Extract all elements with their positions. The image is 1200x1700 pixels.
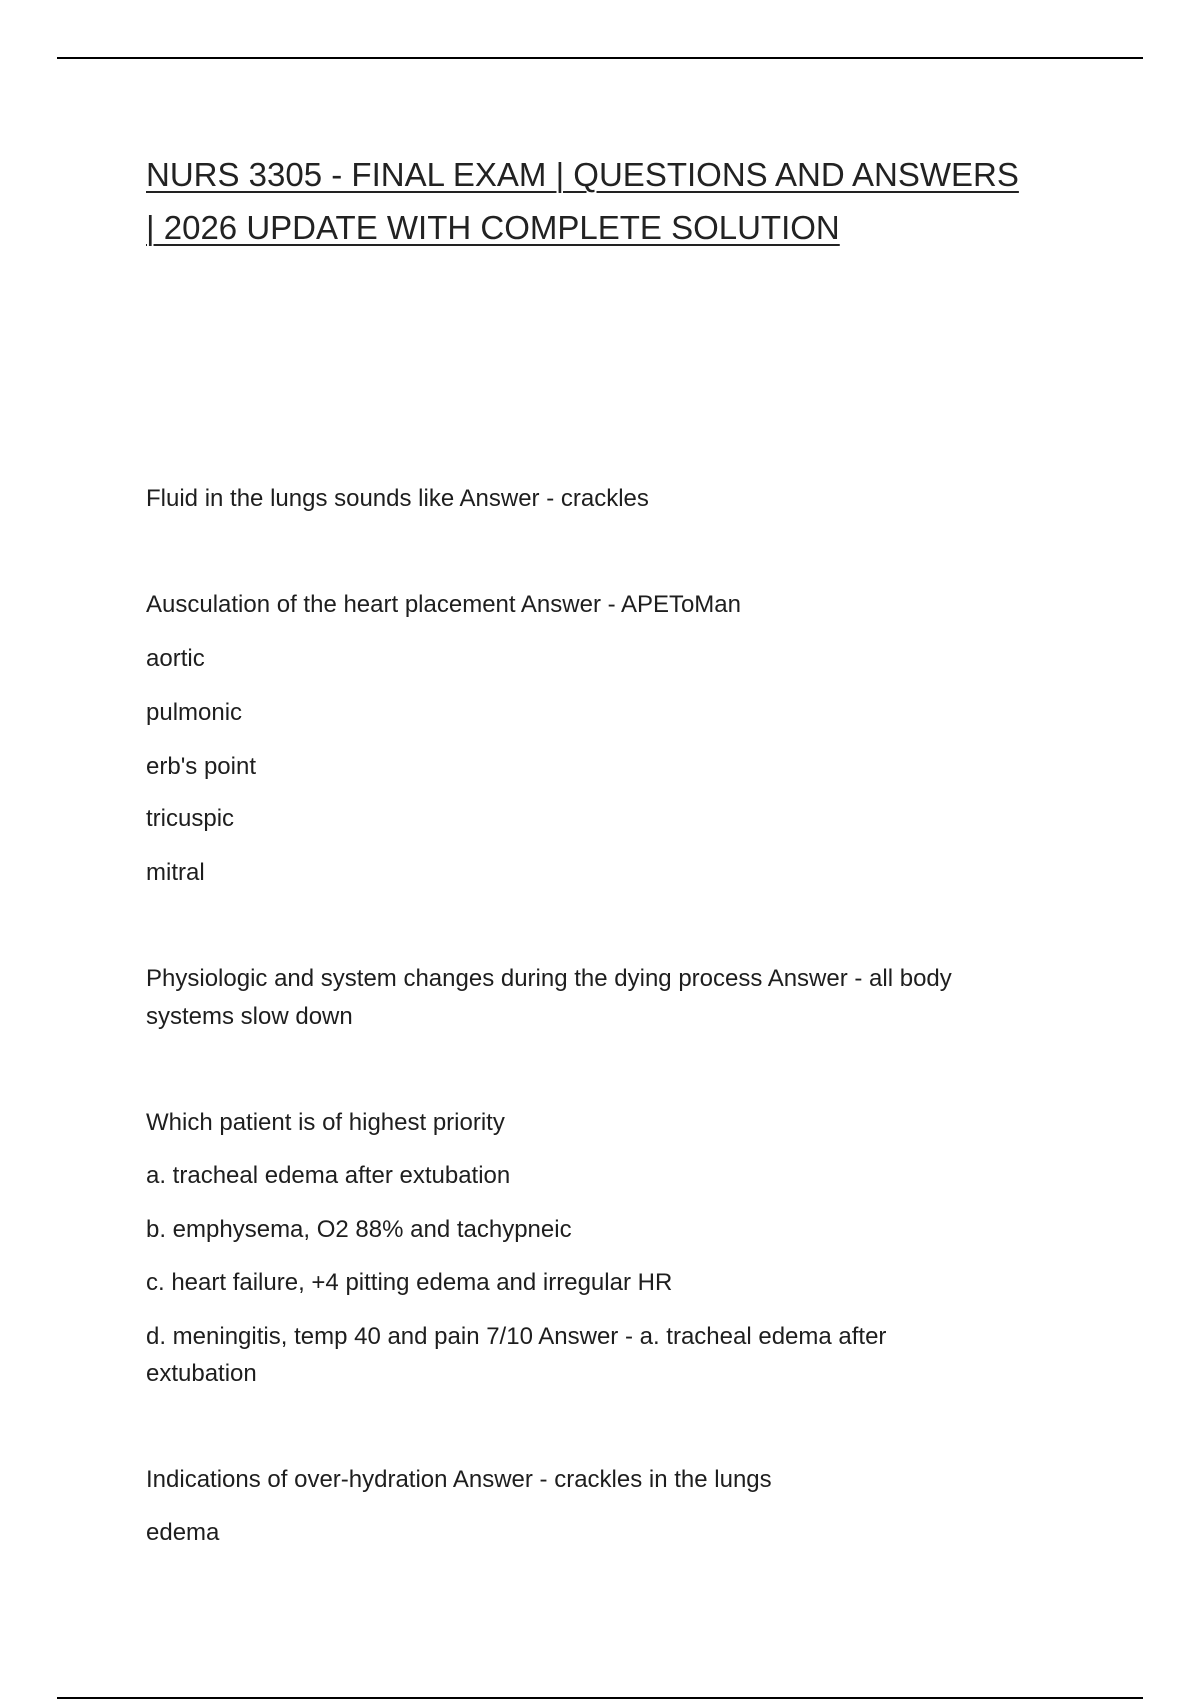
qa-heart-auscultation: Ausculation of the heart placement Answer - APEToMan (146, 591, 741, 618)
page-title (146, 148, 1086, 254)
option-d-line-1: d. meningitis, temp 40 and pain 7/10 Answer - a. tracheal edema after (146, 1323, 887, 1350)
page-title-line-1: NURS 3305 - FINAL EXAM | QUESTIONS AND ANSWERS (146, 156, 1019, 193)
list-item-pulmonic: pulmonic (146, 699, 243, 726)
option-d-line-2: extubation (146, 1360, 257, 1387)
qa-over-hydration: Indications of over-hydration Answer - crackles in the lungs (146, 1466, 772, 1493)
option-a: a. tracheal edema after extubation (146, 1162, 511, 1189)
option-b: b. emphysema, O2 88% and tachypneic (146, 1216, 572, 1243)
qa-highest-priority: Which patient is of highest priority (146, 1109, 505, 1136)
qa-dying-process-line-1: Physiologic and system changes during the dying process Answer - all body (146, 965, 952, 992)
qa-dying-process-line-2: systems slow down (146, 1003, 353, 1030)
list-item-edema: edema (146, 1519, 220, 1546)
list-item-erbs-point: erb's point (146, 753, 256, 780)
page-title-line-2: | 2026 UPDATE WITH COMPLETE SOLUTION (146, 209, 840, 246)
page-top-rule (57, 57, 1143, 59)
list-item-mitral: mitral (146, 859, 205, 886)
option-c: c. heart failure, +4 pitting edema and irregular HR (146, 1269, 673, 1296)
list-item-aortic: aortic (146, 645, 205, 672)
qa-fluid-in-lungs: Fluid in the lungs sounds like Answer - crackles (146, 485, 649, 512)
list-item-tricuspic: tricuspic (146, 805, 235, 832)
page-bottom-rule (57, 1697, 1143, 1699)
